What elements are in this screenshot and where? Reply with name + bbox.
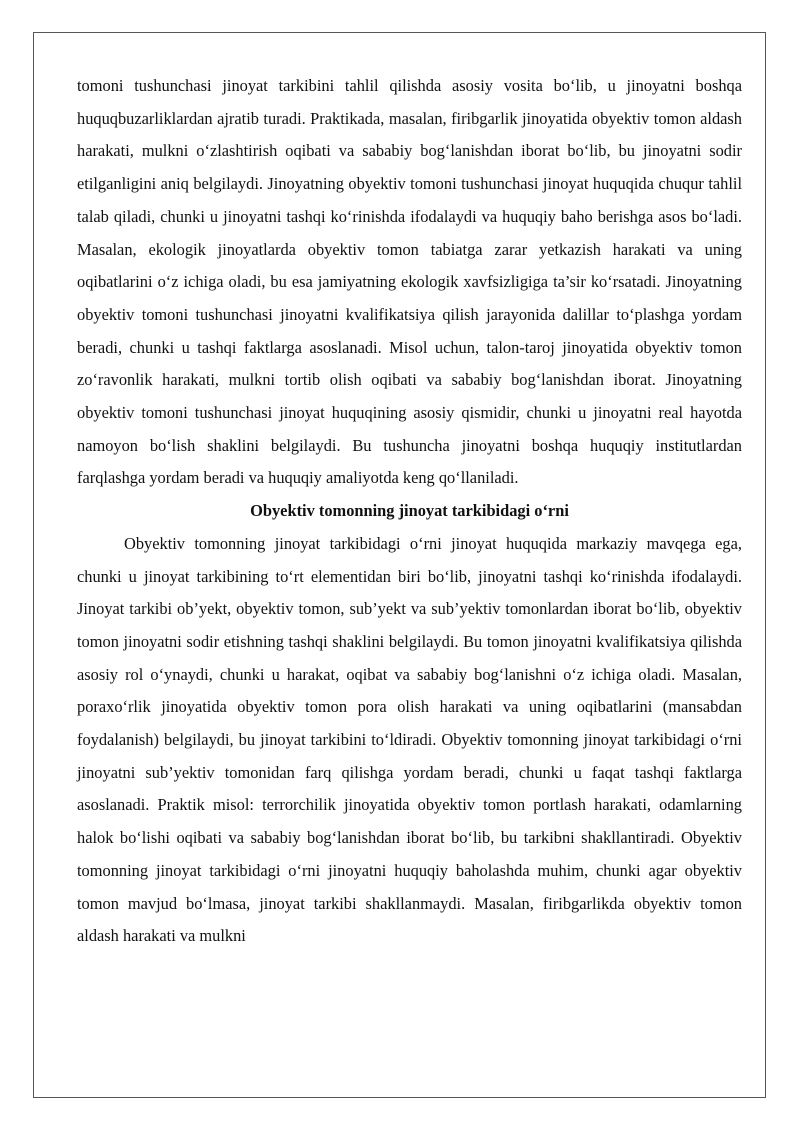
document-body <box>77 70 742 953</box>
body-paragraph: Obyektiv tomonning jinoyat tarkibidagi o‘rni jinoyat huquqida markaziy mavqega ega, chunki u jinoyat tarkibining to‘rt elementidan biri bo‘lib, jinoyatni tashqi ko‘rinishda ifodalaydi. Jinoyat tarkibi ob’yekt, obyektiv tomon, sub’yekt va sub’yektiv tomonlardan iborat bo‘lib, obyektiv tomon jinoyatni sodir etishning tashqi shaklini belgilaydi. Bu tomon jinoyatni kvalifikatsiya qilishda asosiy rol o‘ynaydi, chunki u harakat, oqibat va sababiy bog‘lanishni o‘z ichiga oladi. Masalan, poraxo‘rlik jinoyatida obyektiv tomon pora olish harakati va uning oqibatlarini (mansabdan foydalanish) belgilaydi, bu jinoyat tarkibini to‘ldiradi. Obyektiv tomonning jinoyat tarkibidagi o‘rni jinoyatni sub’yektiv tomonidan farq qilishga yordam beradi, chunki u faqat tashqi faktlarga asoslanadi. Praktik misol: terrorchilik jinoyatida obyektiv tomon portlash harakati, odamlarning halok bo‘lishi oqibati va sababiy bog‘lanishdan iborat bo‘lib, bu tarkibni shakllantiradi. Obyektiv tomonning jinoyat tarkibidagi o‘rni jinoyatni huquqiy baholashda muhim, chunki agar obyektiv tomon mavjud bo‘lmasa, jinoyat tarkibi shakllanmaydi. Masalan, firibgarlikda obyektiv tomon aldash harakati va mulkni <box>77 533 742 946</box>
section-heading: Obyektiv tomonning jinoyat tarkibidagi o‘rni <box>250 501 569 521</box>
body-paragraph: tomoni tushunchasi jinoyat tarkibini tahlil qilishda asosiy vosita bo‘lib, u jinoyatni boshqa huquqbuzarliklardan ajratib turadi. Praktikada, masalan, firibgarlik jinoyatida obyektiv tomon aldash harakati, mulkni o‘zlashtirish oqibati va sababiy bog‘lanishdan iborat bo‘lib, bu jinoyatni sodir etilganligini aniq belgilaydi. Jinoyatning obyektiv tomoni tushunchasi jinoyat huquqida chuqur tahlil talab qiladi, chunki u jinoyatni tashqi ko‘rinishda ifodalaydi va huquqiy baho berishga asos bo‘ladi. Masalan, ekologik jinoyatlarda obyektiv tomon tabiatga zarar yetkazish harakati va uning oqibatlarini o‘z ichiga oladi, bu esa jamiyatning ekologik xavfsizligiga ta’sir ko‘rsatadi. Jinoyatning obyektiv tomoni tushunchasi jinoyatni kvalifikatsiya qilish jarayonida dalillar to‘plashga yordam beradi, chunki u tashqi faktlarga asoslanadi. Misol uchun, talon-taroj jinoyatida obyektiv tomon zo‘ravonlik harakati, mulkni tortib olish oqibati va sababiy bog‘lanishdan iborat. Jinoyatning obyektiv tomoni tushunchasi jinoyat huquqining asosiy qismidir, chunki u jinoyatni real hayotda namoyon bo‘lish shaklini belgilaydi. Bu tushuncha jinoyatni boshqa huquqiy institutlardan farqlashga yordam beradi va huquqiy amaliyotda keng qo‘llaniladi. <box>77 76 742 488</box>
